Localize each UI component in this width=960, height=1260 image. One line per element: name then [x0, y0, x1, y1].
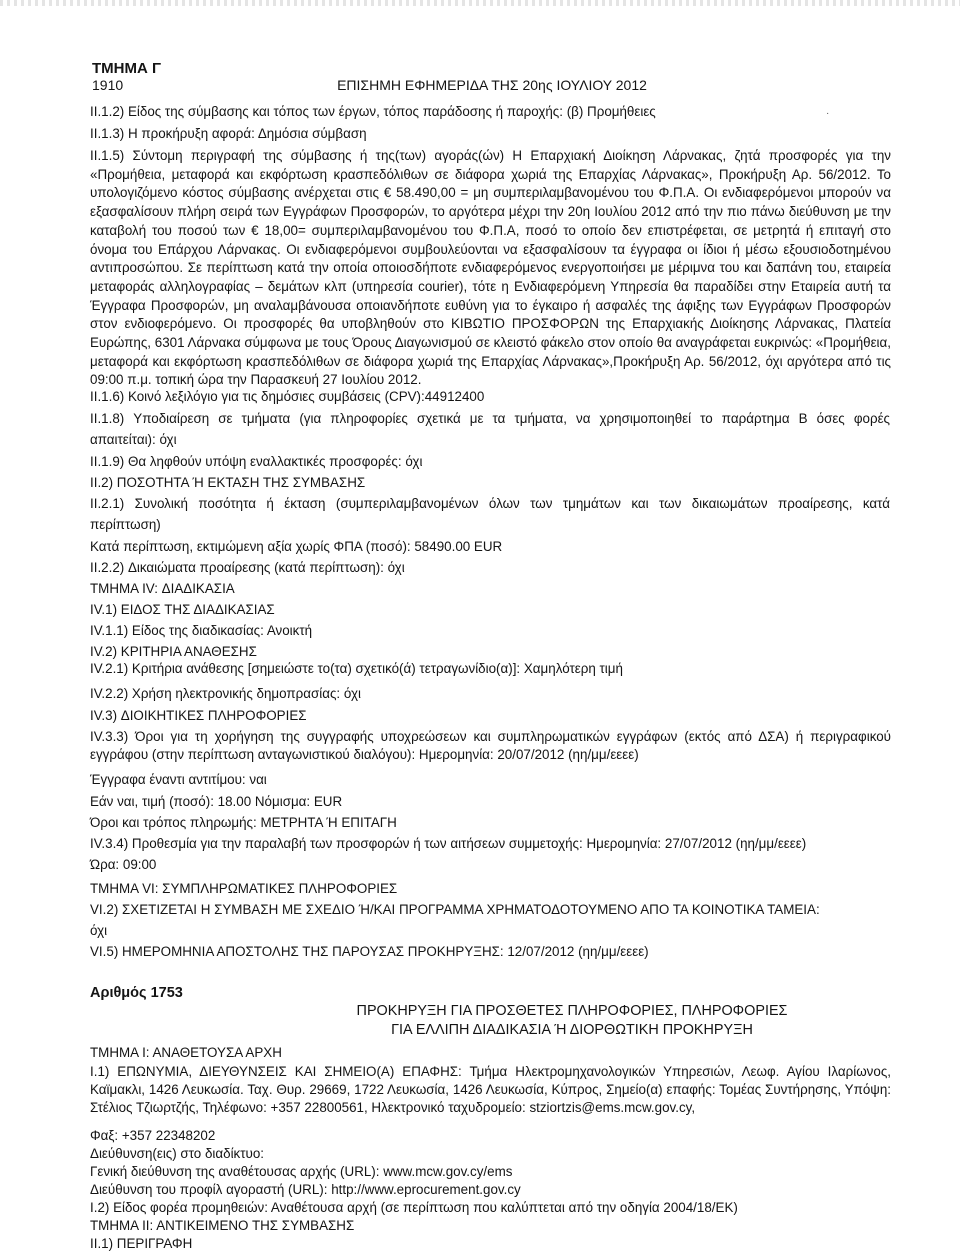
item-6-2: VI.2) ΣΧΕΤΙΖΕΤΑΙ Η ΣΥΜΒΑΣΗ ΜΕ ΣΧΕΔΙΟ Ή/ΚΑΙ ΠΡΟΓΡΑΜΜΑ ΧΡΗΜΑΤΟΔΟΤΟΥΜΕΝΟ ΑΠΟ ΤΑ ΚΟΙΝΟΤΙΚΑ ΤΑΜΕΙΑ: — [90, 902, 820, 917]
heading-4-1: IV.1) ΕΙΔΟΣ ΤΗΣ ΔΙΑΔΙΚΑΣΙΑΣ — [90, 602, 275, 617]
section-label: ΤΜΗΜΑ Γ — [92, 60, 162, 77]
heading-2-2: II.2) ΠΟΣΟΤΗΤΑ Ή ΕΚΤΑΣΗ ΤΗΣ ΣΥΜΒΑΣΗΣ — [90, 475, 366, 490]
heading-4-2: IV.2) ΚΡΙΤΗΡΙΑ ΑΝΑΘΕΣΗΣ — [90, 644, 257, 659]
payment-terms: Όροι και τρόπος πληρωμής: ΜΕΤΡΗΤΑ Ή ΕΠΙΤΑΓΗ — [90, 815, 397, 830]
section-vi-title: ΤΜΗΜΑ VI: ΣΥΜΠΛΗΡΩΜΑΤΙΚΕΣ ΠΛΗΡΟΦΟΡΙΕΣ — [90, 881, 398, 896]
item-4-2-2: IV.2.2) Χρήση ηλεκτρονικής δημοπρασίας: όχι — [90, 686, 361, 701]
item-2-1-8: II.1.8) Υποδιαίρεση σε τμήματα (για πληροφορίες σχετικά με τα τμήματα, να χρησιμοποιηθεί το παράρτημα Β όσες φορές — [90, 411, 890, 426]
item-4-1-1: IV.1.1) Είδος της διαδικασίας: Ανοικτή — [90, 623, 313, 638]
item-4-2-1: IV.2.1) Κριτήρια ανάθεσης [σημειώστε το(τα) σχετικό(ά) τετραγωνίδιο(α)]: Χαμηλότερη τιμή — [90, 661, 623, 676]
heading-2-1: ΙΙ.1) ΠΕΡΙΓΡΑΦΗ — [90, 1236, 193, 1251]
notice-title-line-1: ΠΡΟΚΗΡΥΞΗ ΓΙΑ ΠΡΟΣΘΕΤΕΣ ΠΛΗΡΟΦΟΡΙΕΣ, ΠΛΗΡΟΦΟΡΙΕΣ — [356, 1003, 788, 1019]
section-i-title: ΤΜΗΜΑ Ι: ΑΝΑΘΕΤΟΥΣΑ ΑΡΧΗ — [90, 1045, 282, 1060]
item-2-2-1: II.2.1) Συνολική ποσότητα ή έκταση (συμπεριλαμβανομένων όλων των τμημάτων και των δικαιωμάτων προαίρεσης, κατά — [90, 496, 890, 511]
estimated-value: Κατά περίπτωση, εκτιμώμενη αξία χωρίς ΦΠΑ (ποσό): 58490.00 EUR — [90, 539, 503, 554]
scan-border — [0, 0, 960, 6]
documents-fee: Έγγραφα έναντι αντιτίμου: ναι — [90, 772, 267, 787]
item-2-1-2: II.1.2) Είδος της σύμβασης και τόπος των έργων, τόπος παράδοσης ή παροχής: (β) Προμήθειες — [90, 104, 656, 119]
notice-title-line-2: ΓΙΑ ΕΛΛΙΠΗ ΔΙΑΔΙΚΑΣΙΑ Ή ΔΙΟΡΘΩΤΙΚΗ ΠΡΟΚΗΡΥΞΗ — [391, 1022, 753, 1038]
item-1-1-contact: Ι.1) ΕΠΩΝΥΜΙΑ, ΔΙΕΥΘΥΝΣΕΙΣ ΚΑΙ ΣΗΜΕΙΟ(Α) ΕΠΑΦΗΣ: Τμήμα Ηλεκτρομηχανολογικών Υπηρεσιών, Λεωφ. Αγίου Ιλαρίωνος, Καϊμακλι, 1426 Λευκωσία. Ταχ. Θυρ. 29669, 1722 Λευκωσία, 1426 Λευκωσία, Κύπρος, Σημείο(α) επαφής: Τομέας Συντήρησης, Υπόψη: Στέλιος Τζιωρτζής, Τηλέφωνο: +357 22800561, Ηλεκτρονικό ταχυδρομείο: stziortzis@ems.mcw.gov.cy, — [90, 1064, 891, 1115]
item-1-2: Ι.2) Είδος φορέα προμηθειών: Αναθέτουσα αρχή (σε περίπτωση που καλύπτεται από την οδηγία 2004/18/ΕΚ) — [90, 1200, 738, 1215]
item-4-3-3: IV.3.3) Όροι για τη χορήγηση της συγγραφής υποχρεώσεων και συμπληρωματικών εγγράφων (εκτός από ΔΣΑ) ή περιγραφικού εγγράφου (στην περίπτωση ανταγωνιστικού διαλόγου): Ημερομηνία: 20/07/2012 (ηη/μμ/εεεε) — [90, 729, 891, 762]
item-2-2-1-cont: περίπτωση) — [90, 517, 161, 532]
heading-4-3: IV.3) ΔΙΟΙΚΗΤΙΚΕΣ ΠΛΗΡΟΦΟΡΙΕΣ — [90, 708, 307, 723]
item-2-1-6: II.1.6) Κοινό λεξιλόγιο για τις δημόσιες συμβάσεις (CPV):44912400 — [90, 389, 485, 404]
notice-number: Αριθμός 1753 — [90, 985, 183, 1001]
item-6-2-answer: όχι — [90, 923, 108, 938]
section-iv-title: ΤΜΗΜΑ IV: ΔΙΑΔΙΚΑΣΙΑ — [90, 581, 235, 596]
item-2-2-2: II.2.2) Δικαιώματα προαίρεσης (κατά περίπτωση): όχι — [90, 560, 405, 575]
documents-price: Εάν ναι, τιμή (ποσό): 18.00 Νόμισμα: EUR — [90, 794, 343, 809]
general-url: Γενική διεύθυνση της αναθέτουσας αρχής (URL): www.mcw.gov.cy/ems — [90, 1164, 513, 1179]
item-2-1-9: II.1.9) Θα ληφθούν υπόψη εναλλακτικές προσφορές: όχι — [90, 454, 423, 469]
item-2-1-5-description: II.1.5) Σύντομη περιγραφή της σύμβασης ή της(των) αγοράς(ών) Η Επαρχιακή Διοίκηση Λάρνακας, ζητά προσφορές για την «Προμήθεια, μεταφορά και εκφόρτωση κρασπεδόλιθων σε διάφορα χωριά της Επαρχίας Λάρνακας», Προκήρυξη Αρ. 56/2012. Το υπολογιζόμενο κόστος σύμβασης ανέρχεται στις € 58.490,00 = μη συμπεριλαμβανομένου του Φ.Π.Α. Οι ενδιαφερόμενοι μπορούν να εξασφαλίσουν πλήρη σειρά των Εγγράφων Προσφορών, το αργότερα μέχρι την 20η Ιουλίου 2012 από την πιο πάνω διεύθυνση με την καταβολή του ποσού των € 18,00= συμπεριλαμβανομένου του Φ.Π.Α, ποσό το οποίο δεν επιστρέφεται, σε μετρητά ή επιταγή στο όνομα του Επάρχου Λάρνακας. Οι ενδιαφερόμενοι συμβουλεύονται να εξασφαλίσουν τα έγγραφα οι ίδιοι ή μέσω εξουσιοδοτημένου αντιπροσώπου. Σε περίπτωση κατά την οποία οποιοσδήποτε ενδιαφερόμενος ενεργοποιήσει με μέριμνα του και δαπάνη του, εταιρεία μεταφοράς αλληλογραφίας – δεμάτων κλπ (υπηρεσία courier), τότε η Ενδιαφερόμενη Υπηρεσία θα παραδίδει στην Εταιρεία αυτή τα Έγγραφα Προσφορών, μη αναλαμβάνουσα οποιανδήποτε ευθύνη για το έγκαιρο ή ασφαλές της άφιξης των Εγγράφων Προσφορών στον ενδιοφερόμενο. Οι προσφορές θα υποβληθούν στο ΚΙΒΩΤΙΟ ΠΡΟΣΦΟΡΩΝ της Επαρχιακής Διοίκησης Λάρνακας, Πλατεία Ευρώπης, 6301 Λάρνακα σύμφωνα με τους Όρους Διαγωνισμού σε κλειστό φάκελο στον οποίο θα αναγράφεται ευκρινώς: «Προμήθεια, μεταφορά και εκφόρτωση κρασπεδόλιθων σε διάφορα χωριά της Επαρχίας Λάρνακας»,Προκήρυξη Αρ. 56/2012, όχι αργότερα από τις 09:00 π.μ. τοπική ώρα την Παρασκευή 27 Ιουλίου 2012. — [90, 148, 891, 388]
fax-number: Φαξ: +357 22348202 — [90, 1128, 216, 1143]
page-number: 1910 — [92, 77, 124, 93]
item-6-5: VI.5) ΗΜΕΡΟΜΗΝΙΑ ΑΠΟΣΤΟΛΗΣ ΤΗΣ ΠΑΡΟΥΣΑΣ ΠΡΟΚΗΡΥΞΗΣ: 12/07/2012 (ηη/μμ/εεεε) — [90, 944, 649, 959]
internet-addresses: Διεύθυνση(εις) στο διαδίκτυο: — [90, 1146, 265, 1161]
deadline-time: Ώρα: 09:00 — [90, 857, 157, 872]
buyer-profile-url: Διεύθυνση του προφίλ αγοραστή (URL): http://www.eprocurement.gov.cy — [90, 1182, 521, 1197]
item-4-3-4: IV.3.4) Προθεσμία για την παραλαβή των προσφορών ή των αιτήσεων συμμετοχής: Ημερομηνία: 27/07/2012 (ηη/μμ/εεεε) — [90, 836, 807, 851]
item-2-1-3: II.1.3) Η προκήρυξη αφορά: Δημόσια σύμβαση — [90, 126, 367, 141]
section-ii-title: ΤΜΗΜΑ ΙΙ: ΑΝΤΙΚΕΙΜΕΝΟ ΤΗΣ ΣΥΜΒΑΣΗΣ — [90, 1218, 355, 1233]
scan-speck: · — [826, 108, 830, 119]
gazette-title: ΕΠΙΣΗΜΗ ΕΦΗΜΕΡΙΔΑ ΤΗΣ 20ης ΙΟΥΛΙΟΥ 2012 — [337, 77, 647, 93]
item-2-1-8-answer: απαιτείται): όχι — [90, 432, 177, 447]
